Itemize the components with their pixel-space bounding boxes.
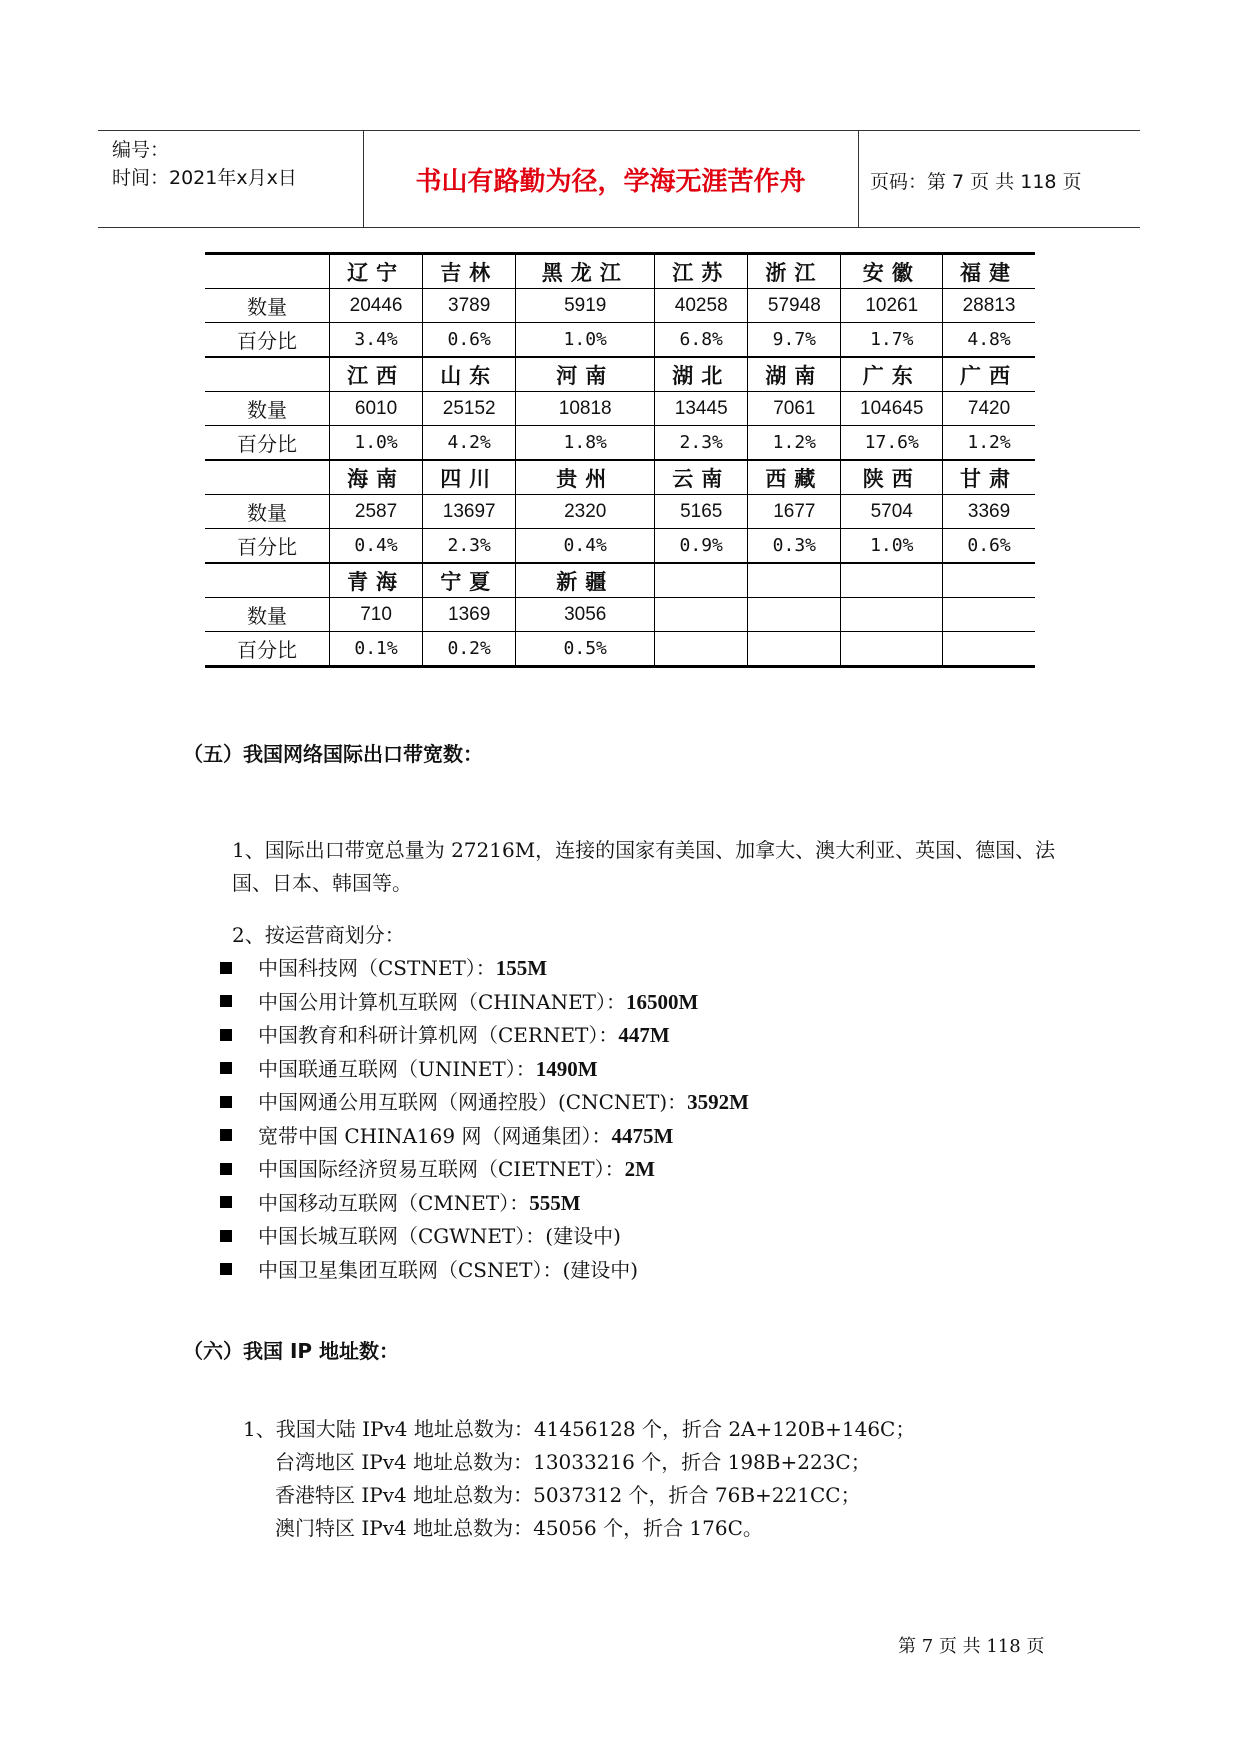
- province-name-cell: 四川: [423, 460, 516, 495]
- ip-line-mainland: 1、我国大陆 IPv4 地址总数为：41456128 个，折合 2A+120B+146C；: [243, 1417, 916, 1441]
- province-name-cell: 广西: [943, 357, 1035, 392]
- isp-list-item: [220, 1254, 749, 1288]
- percent-cell: 17.6%: [841, 426, 943, 461]
- percent-row-label: 百分比: [205, 529, 330, 564]
- count-cell: 57948: [748, 289, 841, 323]
- percent-row-label: 百分比: [205, 323, 330, 358]
- percent-cell: 0.6%: [423, 323, 516, 358]
- isp-bandwidth-value: 447M: [618, 1023, 670, 1047]
- percent-cell: 4.2%: [423, 426, 516, 461]
- isp-name: 宽带中国 CHINA169 网（网通集团）：: [258, 1123, 612, 1148]
- count-cell: 3789: [423, 289, 516, 323]
- count-cell: 10261: [841, 289, 943, 323]
- isp-bandwidth-value: 155M: [495, 956, 548, 980]
- percent-row: [205, 323, 1035, 358]
- isp-list-item: [220, 1086, 749, 1120]
- count-cell: 5919: [516, 289, 655, 323]
- count-cell: 1369: [423, 598, 516, 632]
- percent-cell: 9.7%: [748, 323, 841, 358]
- isp-bandwidth-value: 2M: [624, 1157, 655, 1181]
- count-cell: 6010: [330, 392, 423, 426]
- province-name-cell: 宁夏: [423, 563, 516, 598]
- count-cell: [943, 598, 1035, 632]
- province-name-cell: [748, 563, 841, 598]
- province-header-row: [205, 563, 1035, 598]
- count-cell: 2587: [330, 495, 423, 529]
- province-name-cell: 山东: [423, 357, 516, 392]
- count-cell: 5165: [655, 495, 748, 529]
- count-cell: 13445: [655, 392, 748, 426]
- province-name-cell: 黑龙江: [516, 254, 655, 289]
- province-name-cell: 安徽: [841, 254, 943, 289]
- isp-name: 中国公用计算机互联网（CHINANET）：: [258, 989, 627, 1014]
- percent-cell: 2.3%: [423, 529, 516, 564]
- count-cell: [748, 598, 841, 632]
- province-name-cell: 浙江: [748, 254, 841, 289]
- percent-cell: 0.3%: [748, 529, 841, 564]
- page-footer: 第 7 页 共 118 页: [898, 1636, 1045, 1657]
- province-name-cell: 江苏: [655, 254, 748, 289]
- isp-bandwidth-value: 16500M: [626, 989, 699, 1014]
- count-row: [205, 495, 1035, 529]
- header-right-cell: [858, 131, 1140, 227]
- section-six-title: （六）我国 IP 地址数：: [183, 1339, 400, 1363]
- province-header-row: [205, 357, 1035, 392]
- percent-cell: 0.6%: [943, 529, 1035, 564]
- percent-cell: 0.1%: [330, 632, 423, 667]
- count-row: [205, 392, 1035, 426]
- percent-cell: 2.3%: [655, 426, 748, 461]
- percent-cell: 1.0%: [330, 426, 423, 461]
- province-name-cell: [655, 563, 748, 598]
- count-cell: 7061: [748, 392, 841, 426]
- isp-bandwidth-value: 3592M: [687, 1090, 749, 1114]
- count-cell: 104645: [841, 392, 943, 426]
- province-name-cell: 西藏: [748, 460, 841, 495]
- time-label: 时间：2021年x月x日: [112, 167, 297, 189]
- square-bullet-icon: [220, 1230, 232, 1242]
- isp-name: 中国移动互联网（CMNET）：: [258, 1190, 530, 1215]
- count-cell: [655, 598, 748, 632]
- isp-list-item: [220, 1019, 749, 1053]
- ip-address-list: [243, 1413, 915, 1545]
- percent-cell: 1.0%: [841, 529, 943, 564]
- percent-row-label: 百分比: [205, 426, 330, 461]
- isp-list-item: [220, 1220, 749, 1254]
- count-cell: 10818: [516, 392, 655, 426]
- province-name-cell: [841, 563, 943, 598]
- percent-cell: 0.4%: [516, 529, 655, 564]
- isp-name: 中国科技网（CSTNET）：: [258, 956, 496, 980]
- province-name-cell: 青海: [330, 563, 423, 598]
- isp-list-item: [220, 952, 749, 986]
- province-name-cell: 湖北: [655, 357, 748, 392]
- percent-row-label: 百分比: [205, 632, 330, 667]
- square-bullet-icon: [220, 1263, 232, 1275]
- percent-row: [205, 426, 1035, 461]
- count-row-label: 数量: [205, 598, 330, 632]
- province-name-cell: 辽宁: [330, 254, 423, 289]
- square-bullet-icon: [220, 1062, 232, 1074]
- square-bullet-icon: [220, 1096, 232, 1108]
- province-name-cell: 新疆: [516, 563, 655, 598]
- percent-cell: 0.4%: [330, 529, 423, 564]
- province-name-cell: 福建: [943, 254, 1035, 289]
- percent-row: [205, 529, 1035, 564]
- percent-cell: [748, 632, 841, 667]
- province-header-row: [205, 254, 1035, 289]
- isp-name: 中国联通互联网（UNINET）：: [258, 1056, 536, 1081]
- province-name-cell: 海南: [330, 460, 423, 495]
- square-bullet-icon: [220, 962, 232, 974]
- count-cell: 25152: [423, 392, 516, 426]
- province-name-cell: 广东: [841, 357, 943, 392]
- province-name-cell: 贵州: [516, 460, 655, 495]
- count-row-label: 数量: [205, 495, 330, 529]
- ip-line-macau: 澳门特区 IPv4 地址总数为：45056 个，折合 176C。: [275, 1516, 763, 1540]
- count-cell: 5704: [841, 495, 943, 529]
- isp-list-item: [220, 1153, 749, 1187]
- count-cell: 40258: [655, 289, 748, 323]
- percent-cell: 1.2%: [943, 426, 1035, 461]
- province-name-cell: 湖南: [748, 357, 841, 392]
- count-cell: 7420: [943, 392, 1035, 426]
- percent-cell: 1.7%: [841, 323, 943, 358]
- count-cell: 3369: [943, 495, 1035, 529]
- province-stats-table: [205, 252, 1035, 668]
- isp-name: 中国国际经济贸易互联网（CIETNET）：: [258, 1157, 625, 1181]
- percent-cell: 1.8%: [516, 426, 655, 461]
- count-cell: 710: [330, 598, 423, 632]
- header-page-number: 页码：第 7 页 共 118 页: [870, 171, 1082, 193]
- isp-name: 中国网通公用互联网（网通控股）(CNCNET)：: [258, 1090, 688, 1114]
- isp-bandwidth-value: 4475M: [611, 1123, 674, 1148]
- count-cell: [841, 598, 943, 632]
- isp-list-item: [220, 986, 749, 1020]
- count-row-label: 数量: [205, 392, 330, 426]
- header-motto: 书山有路勤为径，学海无涯苦作舟: [415, 167, 806, 197]
- count-cell: 1677: [748, 495, 841, 529]
- percent-cell: 0.5%: [516, 632, 655, 667]
- province-name-cell: 江西: [330, 357, 423, 392]
- count-cell: 28813: [943, 289, 1035, 323]
- count-cell: 3056: [516, 598, 655, 632]
- isp-list: [220, 952, 749, 1287]
- isp-list-item: [220, 1187, 749, 1221]
- blank-cell: [205, 563, 330, 598]
- province-name-cell: [943, 563, 1035, 598]
- square-bullet-icon: [220, 1163, 232, 1175]
- blank-cell: [205, 254, 330, 289]
- province-name-cell: 陕西: [841, 460, 943, 495]
- percent-row: [205, 632, 1035, 667]
- isp-bandwidth-value: 1490M: [535, 1056, 598, 1081]
- percent-cell: 6.8%: [655, 323, 748, 358]
- percent-cell: [943, 632, 1035, 667]
- blank-cell: [205, 357, 330, 392]
- province-header-row: [205, 460, 1035, 495]
- province-name-cell: 河南: [516, 357, 655, 392]
- isp-name: 中国长城互联网（CGWNET）：(建设中): [258, 1224, 621, 1248]
- percent-cell: [841, 632, 943, 667]
- isp-list-item: [220, 1120, 749, 1154]
- code-label: 编号：: [112, 139, 170, 161]
- province-name-cell: 云南: [655, 460, 748, 495]
- percent-cell: 4.8%: [943, 323, 1035, 358]
- percent-cell: 1.2%: [748, 426, 841, 461]
- percent-cell: 0.9%: [655, 529, 748, 564]
- isp-list-item: [220, 1053, 749, 1087]
- square-bullet-icon: [220, 995, 232, 1007]
- percent-cell: 3.4%: [330, 323, 423, 358]
- count-cell: 2320: [516, 495, 655, 529]
- header-left-cell: [98, 131, 364, 227]
- blank-cell: [205, 460, 330, 495]
- count-cell: 20446: [330, 289, 423, 323]
- count-row: [205, 289, 1035, 323]
- square-bullet-icon: [220, 1029, 232, 1041]
- document-header: [98, 130, 1140, 228]
- header-middle-cell: [363, 131, 859, 227]
- operators-intro: 2、按运营商划分：: [232, 923, 405, 947]
- section-five-title: （五）我国网络国际出口带宽数：: [183, 742, 483, 766]
- count-row: [205, 598, 1035, 632]
- percent-cell: 0.2%: [423, 632, 516, 667]
- isp-name: 中国卫星集团互联网（CSNET）：(建设中): [258, 1257, 639, 1282]
- isp-bandwidth-value: 555M: [529, 1190, 581, 1215]
- ip-line-hongkong: 香港特区 IPv4 地址总数为：5037312 个，折合 76B+221CC；: [275, 1483, 861, 1507]
- square-bullet-icon: [220, 1129, 232, 1141]
- square-bullet-icon: [220, 1196, 232, 1208]
- province-name-cell: 吉林: [423, 254, 516, 289]
- bandwidth-paragraph: 1、国际出口带宽总量为 27216M，连接的国家有美国、加拿大、澳大利亚、英国、德国、法国、日本、韩国等。: [232, 838, 1056, 895]
- count-cell: 13697: [423, 495, 516, 529]
- count-row-label: 数量: [205, 289, 330, 323]
- ip-line-taiwan: 台湾地区 IPv4 地址总数为：13033216 个，折合 198B+223C；: [275, 1450, 871, 1474]
- percent-cell: 1.0%: [516, 323, 655, 358]
- isp-name: 中国教育和科研计算机网（CERNET）：: [258, 1023, 619, 1047]
- province-name-cell: 甘肃: [943, 460, 1035, 495]
- percent-cell: [655, 632, 748, 667]
